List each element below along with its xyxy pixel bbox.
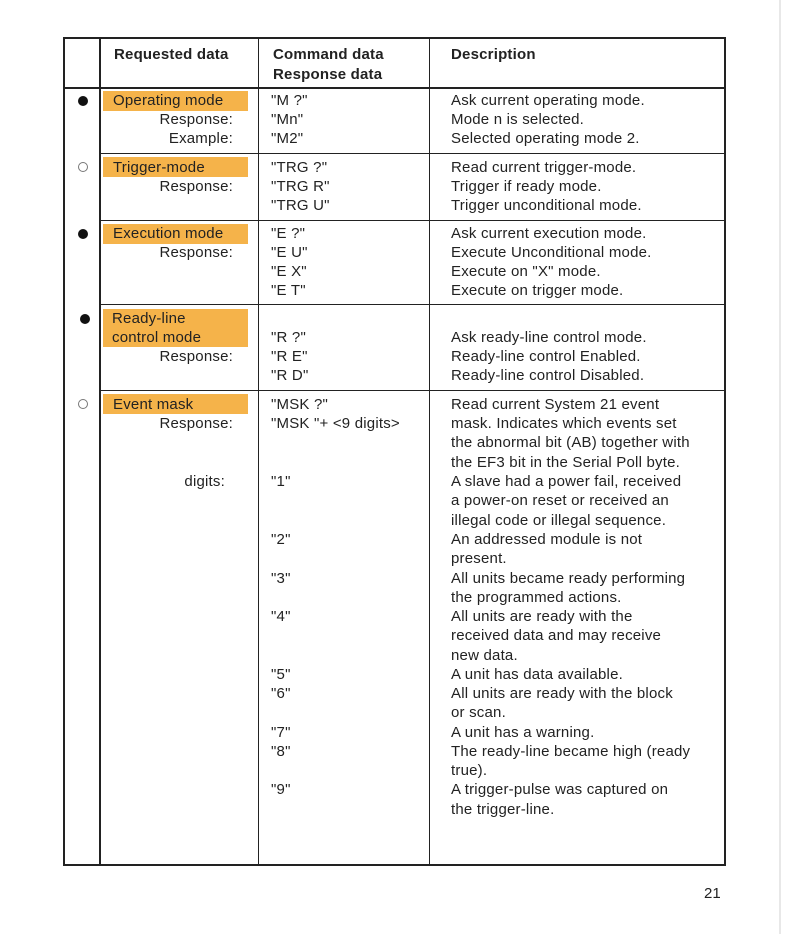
description-text: Ready-line control Enabled. [451, 348, 641, 365]
row-title: control mode [112, 329, 202, 346]
header-description: Description [451, 46, 536, 63]
description-text: A slave had a power fail, received [451, 473, 682, 490]
rule-row4 [99, 390, 726, 391]
description-text: the abnormal bit (AB) together with [451, 434, 690, 451]
command-text: "TRG U" [271, 197, 330, 214]
digit-code: "9" [271, 781, 291, 798]
row-label: Example: [168, 130, 233, 147]
rule-left [63, 37, 65, 866]
description-text: received data and may receive [451, 627, 662, 644]
description-text: Selected operating mode 2. [451, 130, 640, 147]
row-title: Operating mode [113, 92, 224, 109]
bullet-open-icon [78, 399, 88, 409]
row-title: Ready-line [112, 310, 186, 327]
description-text: All units are ready with the [451, 608, 633, 625]
rule-bottom [63, 864, 726, 866]
row-label: Response: [159, 348, 233, 365]
bullet-filled-icon [78, 96, 88, 106]
command-text: "M2" [271, 130, 304, 147]
row-label: Response: [159, 111, 233, 128]
command-text: "E T" [271, 282, 306, 299]
description-text: Execute on "X" mode. [451, 263, 601, 280]
command-text: "R E" [271, 348, 308, 365]
description-text: A unit has data available. [451, 666, 623, 683]
description-text: Trigger if ready mode. [451, 178, 602, 195]
description-text: the trigger-line. [451, 801, 555, 818]
rule-row3 [99, 304, 726, 305]
command-text: "R D" [271, 367, 309, 384]
description-text: the EF3 bit in the Serial Poll byte. [451, 454, 680, 471]
rule-top [63, 37, 726, 39]
description-text: Read current trigger-mode. [451, 159, 637, 176]
bullet-open-icon [78, 162, 88, 172]
rule-right [724, 37, 726, 866]
description-text: Execute on trigger mode. [451, 282, 624, 299]
rule-row2 [99, 220, 726, 221]
row-title: Trigger-mode [113, 159, 205, 176]
row-label: Response: [159, 244, 233, 261]
row-label: Response: [159, 415, 233, 432]
row-label: Response: [159, 178, 233, 195]
digit-code: "6" [271, 685, 291, 702]
rule-col2 [258, 37, 259, 866]
digit-code: "7" [271, 724, 291, 741]
digit-code: "8" [271, 743, 291, 760]
description-text: Trigger unconditional mode. [451, 197, 642, 214]
description-text: present. [451, 550, 507, 567]
command-text: "M ?" [271, 92, 308, 109]
description-text: Ask current operating mode. [451, 92, 645, 109]
description-text: Mode n is selected. [451, 111, 585, 128]
rule-col1 [99, 37, 101, 866]
description-text: Ask ready-line control mode. [451, 329, 647, 346]
rule-row1 [99, 153, 726, 154]
command-text: "MSK "+ <9 digits> [271, 415, 400, 432]
description-text: Ask current execution mode. [451, 225, 647, 242]
command-text: "TRG ?" [271, 159, 328, 176]
description-text: A trigger-pulse was captured on [451, 781, 669, 798]
description-text: An addressed module is not [451, 531, 643, 548]
command-text: "MSK ?" [271, 396, 329, 413]
description-text: Execute Unconditional mode. [451, 244, 652, 261]
description-text: the programmed actions. [451, 589, 622, 606]
description-text: Read current System 21 event [451, 396, 660, 413]
rule-header [63, 87, 726, 89]
description-text: The ready-line became high (ready [451, 743, 691, 760]
description-text: A unit has a warning. [451, 724, 595, 741]
header-requested-data: Requested data [114, 46, 229, 63]
page-number: 21 [704, 885, 721, 902]
description-text: All units are ready with the block [451, 685, 673, 702]
description-text: Ready-line control Disabled. [451, 367, 645, 384]
header-response-data: Response data [273, 66, 383, 83]
command-text: "E ?" [271, 225, 306, 242]
row-title: Execution mode [113, 225, 224, 242]
description-text: new data. [451, 647, 518, 664]
digit-code: "2" [271, 531, 291, 548]
command-text: "E U" [271, 244, 308, 261]
row-title: Event mask [113, 396, 194, 413]
description-text: true). [451, 762, 488, 779]
description-text: a power-on reset or received an [451, 492, 669, 509]
description-text: All units became ready performing [451, 570, 686, 587]
bullet-filled-icon [80, 314, 90, 324]
digit-code: "4" [271, 608, 291, 625]
digit-code: "5" [271, 666, 291, 683]
command-text: "TRG R" [271, 178, 330, 195]
bullet-filled-icon [78, 229, 88, 239]
page-edge-shadow [779, 0, 781, 934]
digit-code: "3" [271, 570, 291, 587]
description-text: mask. Indicates which events set [451, 415, 677, 432]
description-text: illegal code or illegal sequence. [451, 512, 667, 529]
rule-col3 [429, 37, 430, 866]
command-text: "R ?" [271, 329, 306, 346]
row-label: digits: [184, 473, 225, 490]
digit-code: "1" [271, 473, 291, 490]
description-text: or scan. [451, 704, 506, 721]
command-text: "E X" [271, 263, 307, 280]
header-command-data: Command data [273, 46, 384, 63]
command-text: "Mn" [271, 111, 304, 128]
